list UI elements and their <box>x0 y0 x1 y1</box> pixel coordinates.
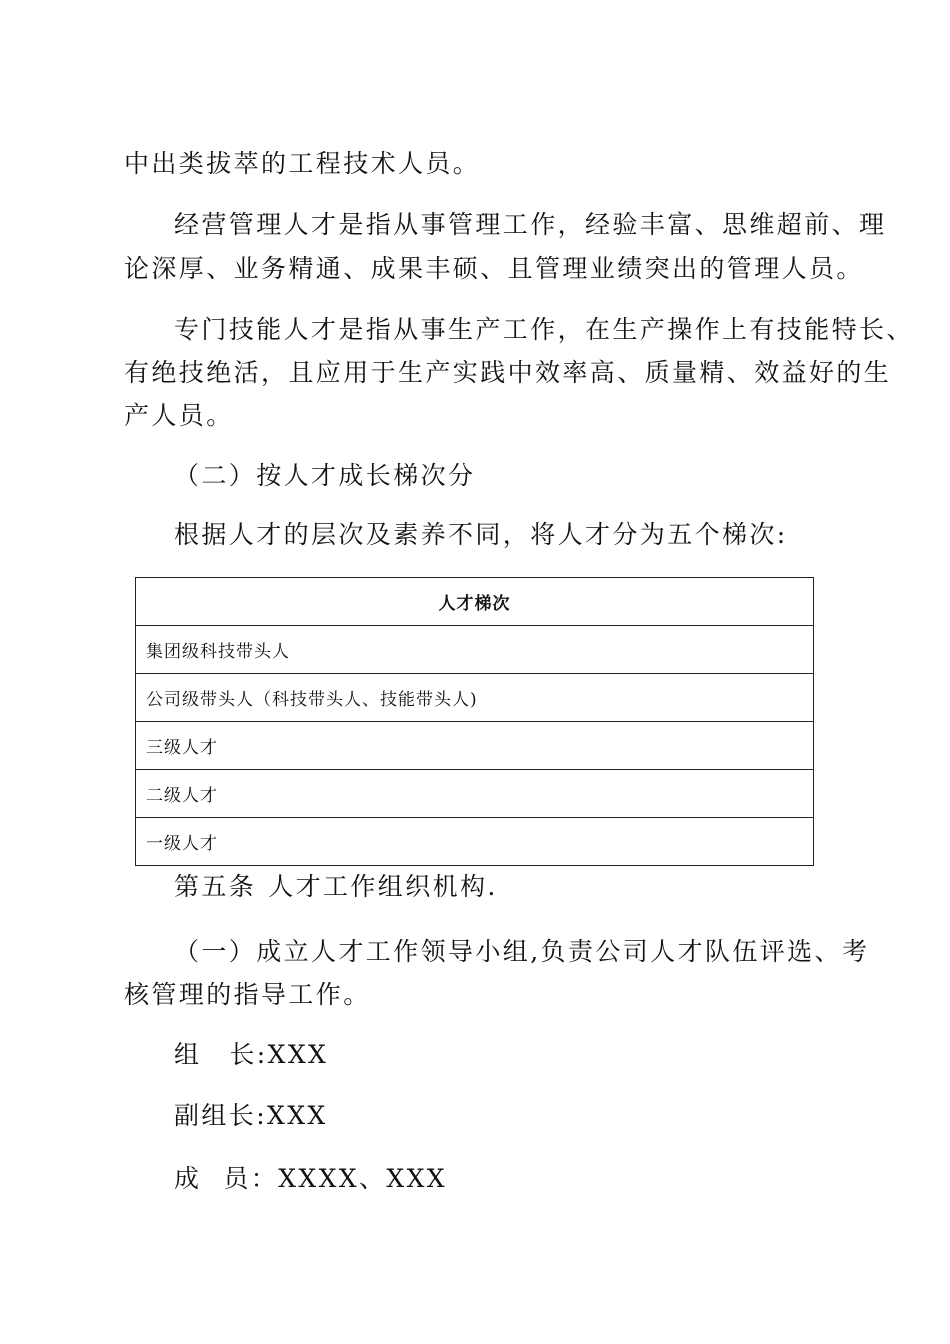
member-value: XXXX、XXX <box>278 1164 448 1193</box>
table-cell: 三级人才 <box>136 722 814 770</box>
leader-line <box>174 1038 328 1072</box>
table-row <box>136 626 814 674</box>
leader-value: XXX <box>267 1040 329 1069</box>
member-label-b: 员： <box>223 1164 279 1193</box>
table-row <box>136 722 814 770</box>
members-line <box>174 1162 447 1196</box>
paragraph-line: 核管理的指导工作。 <box>124 980 371 1009</box>
table-header-cell: 人才梯次 <box>136 578 814 626</box>
table-cell: 一级人才 <box>136 818 814 866</box>
paragraph-line: 论深厚、业务精通、成果丰硕、且管理业绩突出的管理人员。 <box>124 254 864 283</box>
leader-label-a: 组 <box>174 1040 202 1069</box>
table-cell: 二级人才 <box>136 770 814 818</box>
paragraph-line: 产人员。 <box>124 401 234 430</box>
paragraph-line: 根据人才的层次及素养不同，将人才分为五个梯次: <box>174 520 788 549</box>
article-title: 人才工作组织机构. <box>268 872 498 901</box>
member-label-a: 成 <box>174 1164 202 1193</box>
paragraph-line: 有绝技绝活，且应用于生产实践中效率高、质量精、效益好的生 <box>124 358 892 387</box>
table-row <box>136 674 814 722</box>
table-cell: 集团级科技带头人 <box>136 626 814 674</box>
deputy-leader-line <box>174 1099 328 1133</box>
article-number: 第五条 <box>174 872 257 901</box>
deputy-label: 副组长: <box>174 1101 268 1130</box>
talent-tier-table <box>135 577 814 866</box>
paragraph-line: 中出类拔萃的工程技术人员。 <box>124 149 481 178</box>
paragraph-line: 经营管理人才是指从事管理工作，经验丰富、思维超前、理 <box>174 210 887 239</box>
table-cell: 公司级带头人（科技带头人、技能带头人) <box>136 674 814 722</box>
paragraph-line: （一）成立人才工作领导小组,负责公司人才队伍评选、考 <box>174 937 870 966</box>
leader-label-b: 长: <box>229 1040 268 1069</box>
deputy-value: XXX <box>267 1101 328 1130</box>
table-header-row <box>136 578 814 626</box>
table-row <box>136 770 814 818</box>
article-heading <box>174 870 498 904</box>
paragraph-line: 专门技能人才是指从事生产工作，在生产操作上有技能特长、 <box>174 315 914 344</box>
table-row <box>136 818 814 866</box>
section-heading: （二）按人才成长梯次分 <box>174 461 476 490</box>
